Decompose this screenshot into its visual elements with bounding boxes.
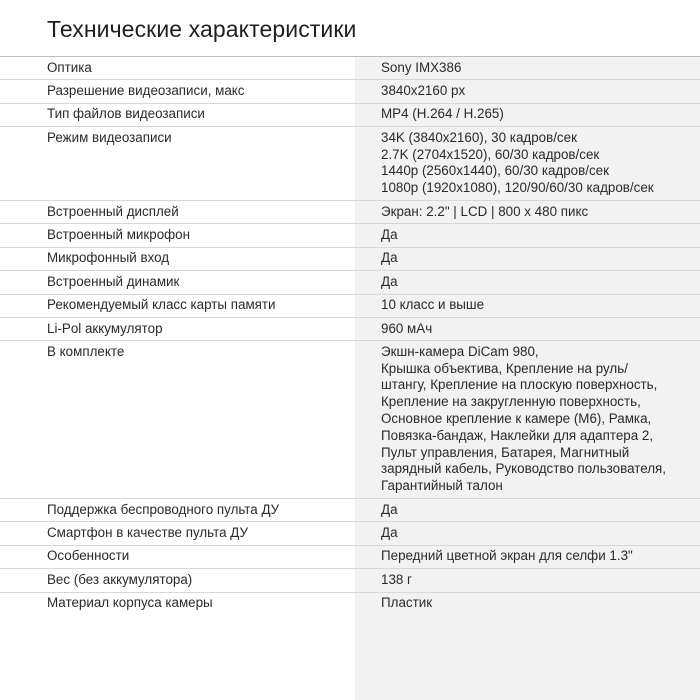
spec-label: Материал корпуса камеры: [47, 595, 213, 611]
spec-value: Да: [381, 250, 398, 266]
spec-value: 960 мАч: [381, 320, 433, 336]
spec-value: 3840x2160 px: [381, 82, 466, 98]
spec-label: Поддержка беспроводного пульта ДУ: [47, 501, 280, 517]
spec-row: [0, 247, 700, 270]
spec-row: [0, 126, 700, 200]
spec-value: Sony IMX386: [381, 59, 462, 75]
spec-row: [0, 223, 700, 246]
spec-label: Особенности: [47, 548, 130, 564]
spec-row: [0, 592, 700, 615]
spec-label: Тип файлов видеозаписи: [47, 106, 205, 122]
spec-value: Да: [381, 525, 398, 541]
spec-label: Li-Pol аккумулятор: [47, 320, 163, 336]
spec-row: [0, 79, 700, 102]
spec-row: [0, 498, 700, 521]
spec-label: Оптика: [47, 59, 92, 75]
spec-label: Разрешение видеозаписи, макс: [47, 82, 245, 98]
spec-row: [0, 56, 700, 79]
spec-row: [0, 568, 700, 591]
page-title: Технические характеристики: [47, 16, 357, 42]
spec-value: Пластик: [381, 595, 433, 611]
spec-value: MP4 (H.264 / H.265): [381, 106, 504, 122]
spec-row: [0, 200, 700, 223]
spec-value: Да: [381, 226, 398, 242]
spec-label: Рекомендуемый класс карты памяти: [47, 297, 276, 313]
spec-value: Да: [381, 273, 398, 289]
spec-value: Передний цветной экран для селфи 1.3": [381, 548, 633, 564]
spec-label: В комплекте: [47, 343, 125, 359]
spec-value: Экшн-камера DiCam 980, Крышка объектива, Крепление на руль/ штангу, Крепление на плоскую поверхность, Крепление на закругленную поверхность, Основное крепление к камере (М6), Рамка, Повязка-бандаж, Наклейки для адаптера 2, Пульт управления, Батарея, Магнитный зарядный кабель, Руководство пользователя, Гарантийный талон: [381, 343, 667, 494]
spec-label: Встроенный динамик: [47, 273, 180, 289]
spec-label: Режим видеозаписи: [47, 129, 172, 145]
spec-value: Экран: 2.2" | LCD | 800 x 480 пикс: [381, 203, 589, 219]
spec-row: [0, 545, 700, 568]
spec-row: [0, 294, 700, 317]
spec-value: 138 г: [381, 571, 412, 587]
spec-label: Микрофонный вход: [47, 250, 170, 266]
spec-table: [0, 56, 700, 615]
spec-row: [0, 521, 700, 544]
spec-label: Встроенный дисплей: [47, 203, 179, 219]
spec-label: Вес (без аккумулятора): [47, 571, 193, 587]
spec-row: [0, 103, 700, 126]
spec-value: 10 класс и выше: [381, 297, 485, 313]
spec-label: Встроенный микрофон: [47, 226, 191, 242]
spec-row: [0, 340, 700, 498]
spec-label: Смартфон в качестве пульта ДУ: [47, 525, 248, 541]
spec-row: [0, 317, 700, 340]
spec-row: [0, 270, 700, 293]
spec-value: 34K (3840x2160), 30 кадров/сек 2.7K (2704x1520), 60/30 кадров/сек 1440p (2560x1440), 60/30 кадров/сек 1080p (1920x1080), 120/90/60/30 кадров/сек: [381, 129, 654, 196]
spec-value: Да: [381, 501, 398, 517]
